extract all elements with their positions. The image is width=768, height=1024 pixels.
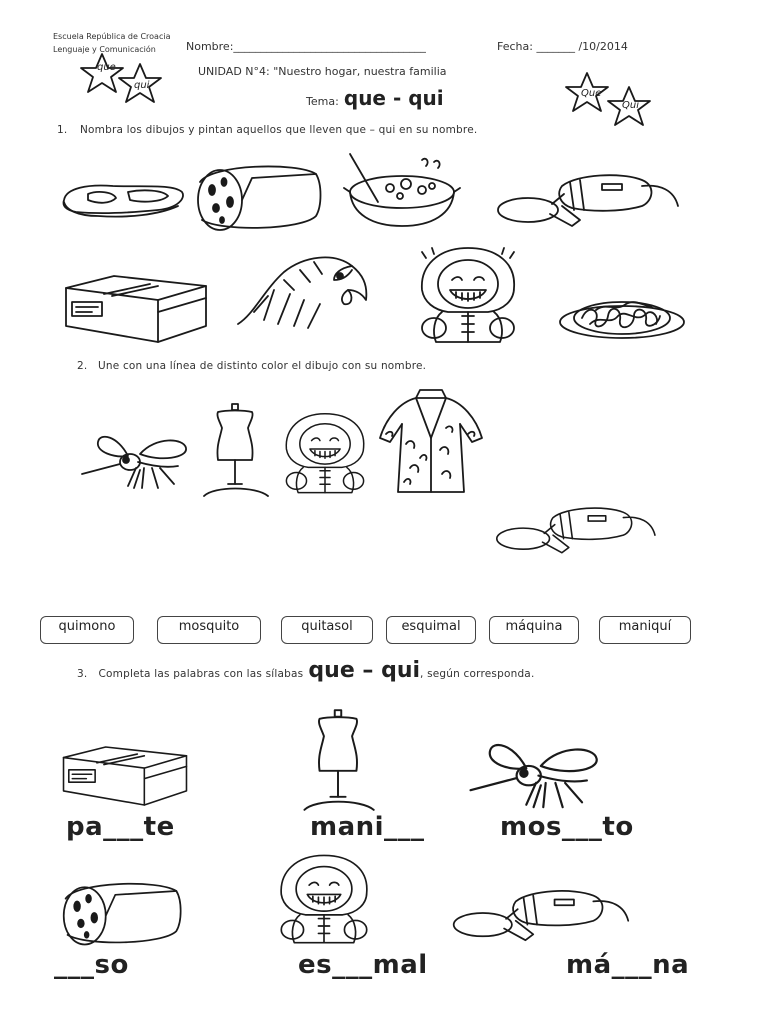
word-box-quitasol[interactable]: quitasol: [281, 616, 373, 644]
fill-word-maquina[interactable]: má___na: [566, 950, 690, 980]
fill-word-queso[interactable]: ___so: [54, 950, 129, 980]
star-logo-left: [80, 50, 175, 110]
cheese-icon: [192, 160, 324, 232]
kimono-icon: [376, 388, 486, 496]
fill-word-esquimal[interactable]: es___mal: [298, 950, 428, 980]
fill-word-maniqui[interactable]: mani___: [310, 812, 425, 842]
soup-pot-icon: [342, 152, 462, 232]
cheese-icon: [58, 876, 184, 948]
box-icon: [60, 740, 190, 812]
word-box-esquimal[interactable]: esquimal: [386, 616, 476, 644]
date-field[interactable]: Fecha: _______ /10/2014: [497, 40, 628, 53]
school-name: Escuela República de Croacia: [53, 32, 171, 41]
fill-word-paquete[interactable]: pa___te: [66, 812, 175, 842]
word-box-mosquito[interactable]: mosquito: [157, 616, 261, 644]
theme-value: que - qui: [343, 86, 444, 110]
section1-number: 1.: [57, 124, 68, 136]
star-right-text-1: Que: [581, 88, 602, 99]
star-left-text-2: qui: [134, 80, 150, 91]
star-right-text-2: Qui: [622, 100, 639, 111]
star-logo-right: [563, 70, 658, 132]
theme-line: [306, 86, 444, 110]
section3-instruction: Completa las palabras con las sílabas: [98, 668, 304, 680]
eagle-icon: [234, 250, 372, 330]
grinder-icon: [446, 882, 634, 946]
section2-instruction: Une con una línea de distinto color el dibujo con su nombre.: [98, 360, 427, 372]
eskimo-icon: [278, 412, 372, 496]
grinder-icon: [490, 500, 660, 558]
mosquito-icon: [80, 426, 192, 492]
word-box-quimono[interactable]: quimono: [40, 616, 134, 644]
section3-syllables: que – qui: [308, 658, 421, 683]
subject-name: Lenguaje y Comunicación: [53, 45, 156, 54]
spaghetti-icon: [556, 290, 688, 342]
box-icon: [62, 272, 210, 346]
mannequin-icon: [198, 402, 272, 498]
section2-number: 2.: [77, 360, 88, 372]
mosquito-icon: [466, 732, 606, 812]
word-box-maniqui[interactable]: maniquí: [599, 616, 691, 644]
section1-instruction: Nombra los dibujos y pintan aquellos que lleven que – qui en su nombre.: [80, 124, 478, 136]
eskimo-icon: [272, 852, 376, 948]
star-left-text-1: que: [97, 62, 116, 73]
word-box-maquina[interactable]: máquina: [489, 616, 579, 644]
section3-instruction-end: , según corresponda.: [420, 668, 535, 680]
eskimo-icon: [412, 246, 524, 346]
unit-title: UNIDAD N°4: "Nuestro hogar, nuestra familia: [198, 65, 447, 78]
section3-instruction-line: [77, 658, 534, 683]
grinder-icon: [492, 166, 682, 232]
fill-word-mosquito[interactable]: mos___to: [500, 812, 634, 842]
meat-icon: [58, 178, 188, 220]
section3-number: 3.: [77, 668, 88, 680]
mannequin-icon: [296, 708, 380, 812]
name-field[interactable]: Nombre:___________________________________: [186, 40, 426, 53]
theme-label: Tema:: [306, 95, 339, 108]
